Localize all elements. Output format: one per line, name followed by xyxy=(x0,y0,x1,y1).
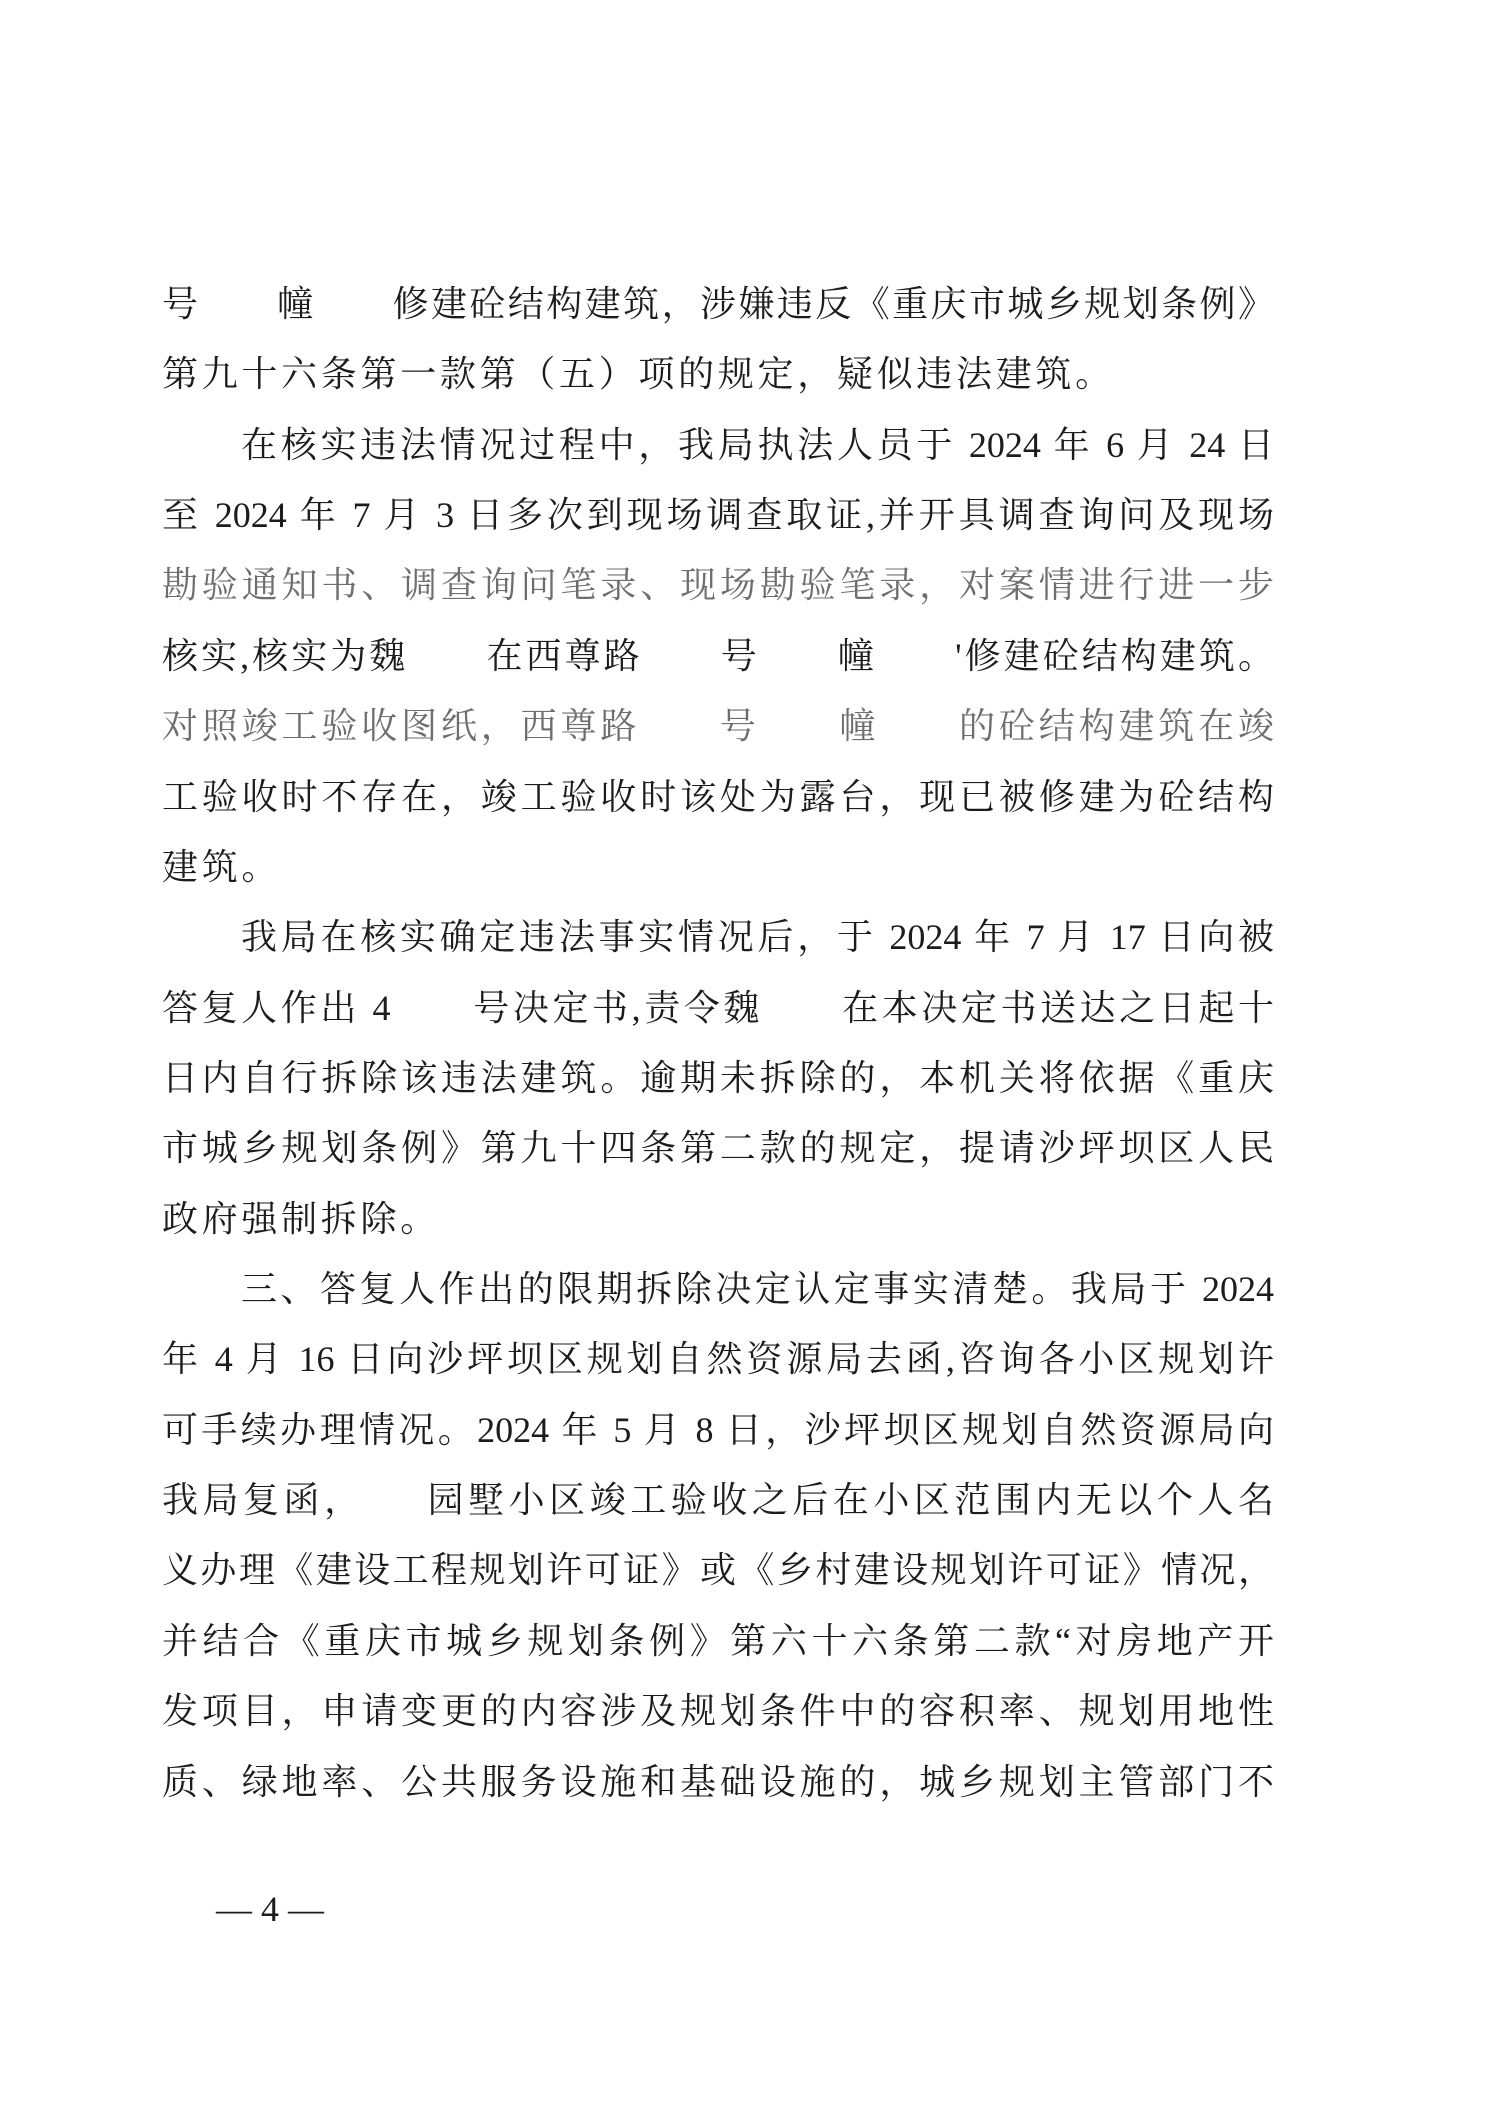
text-line: 我局复函， 园墅小区竣工验收之后在小区范围内无以个人名 xyxy=(162,1480,1274,1521)
text-line: 质、绿地率、公共服务设施和基础设施的，城乡规划主管部门不 xyxy=(162,1761,1274,1802)
text-line: 第九十六条第一款第（五）项的规定，疑似违法建筑。 xyxy=(162,354,1115,395)
text-line: 我局在核实确定违法事实情况后，于 2024 年 7 月 17 日向被 xyxy=(241,917,1274,958)
page-number: — 4 — xyxy=(216,1889,324,1929)
text-line: 至 2024 年 7 月 3 日多次到现场调查取证,并开具调查询问及现场 xyxy=(162,495,1274,536)
text-line: 核实,核实为魏 在西尊路 号 幢 '修建砼结构建筑。 xyxy=(162,635,1274,676)
text-line: 义办理《建设工程规划许可证》或《乡村建设规划许可证》情况， xyxy=(162,1550,1274,1591)
text-line: 年 4 月 16 日向沙坪坝区规划自然资源局去函,咨询各小区规划许 xyxy=(162,1339,1274,1380)
text-line: 日内自行拆除该违法建筑。逾期未拆除的，本机关将依据《重庆 xyxy=(162,1057,1274,1098)
text-line: 工验收时不存在，竣工验收时该处为露台，现已被修建为砼结构 xyxy=(162,776,1274,817)
text-line: 发项目，申请变更的内容涉及规划条件中的容积率、规划用地性 xyxy=(162,1691,1274,1732)
text-line: 答复人作出 4 号决定书,责令魏 在本决定书送达之日起十 xyxy=(162,987,1274,1028)
text-line: 市城乡规划条例》第九十四条第二款的规定，提请沙坪坝区人民 xyxy=(162,1128,1274,1169)
text-line: 建筑。 xyxy=(162,846,282,887)
text-line: 并结合《重庆市城乡规划条例》第六十六条第二款“对房地产开 xyxy=(162,1620,1274,1661)
text-line: 政府强制拆除。 xyxy=(162,1198,440,1239)
text-line: 在核实违法情况过程中，我局执法人员于 2024 年 6 月 24 日 xyxy=(241,424,1274,465)
paragraph xyxy=(162,902,1274,1254)
text-line: 号 幢 修建砼结构建筑，涉嫌违反《重庆市城乡规划条例》 xyxy=(162,284,1274,324)
text-line: 对照竣工验收图纸，西尊路 号 幢 的砼结构建筑在竣 xyxy=(162,706,1274,747)
paragraph xyxy=(162,269,1274,410)
text-line: 勘验通知书、调查询问笔录、现场勘验笔录，对案情进行进一步 xyxy=(162,565,1274,606)
text-line: 三、答复人作出的限期拆除决定认定事实清楚。我局于 2024 xyxy=(241,1269,1274,1310)
text-line: 可手续办理情况。2024 年 5 月 8 日，沙坪坝区规划自然资源局向 xyxy=(162,1409,1274,1450)
paragraph xyxy=(162,1254,1274,1817)
paragraph xyxy=(162,410,1274,903)
body-text xyxy=(162,269,1274,1817)
